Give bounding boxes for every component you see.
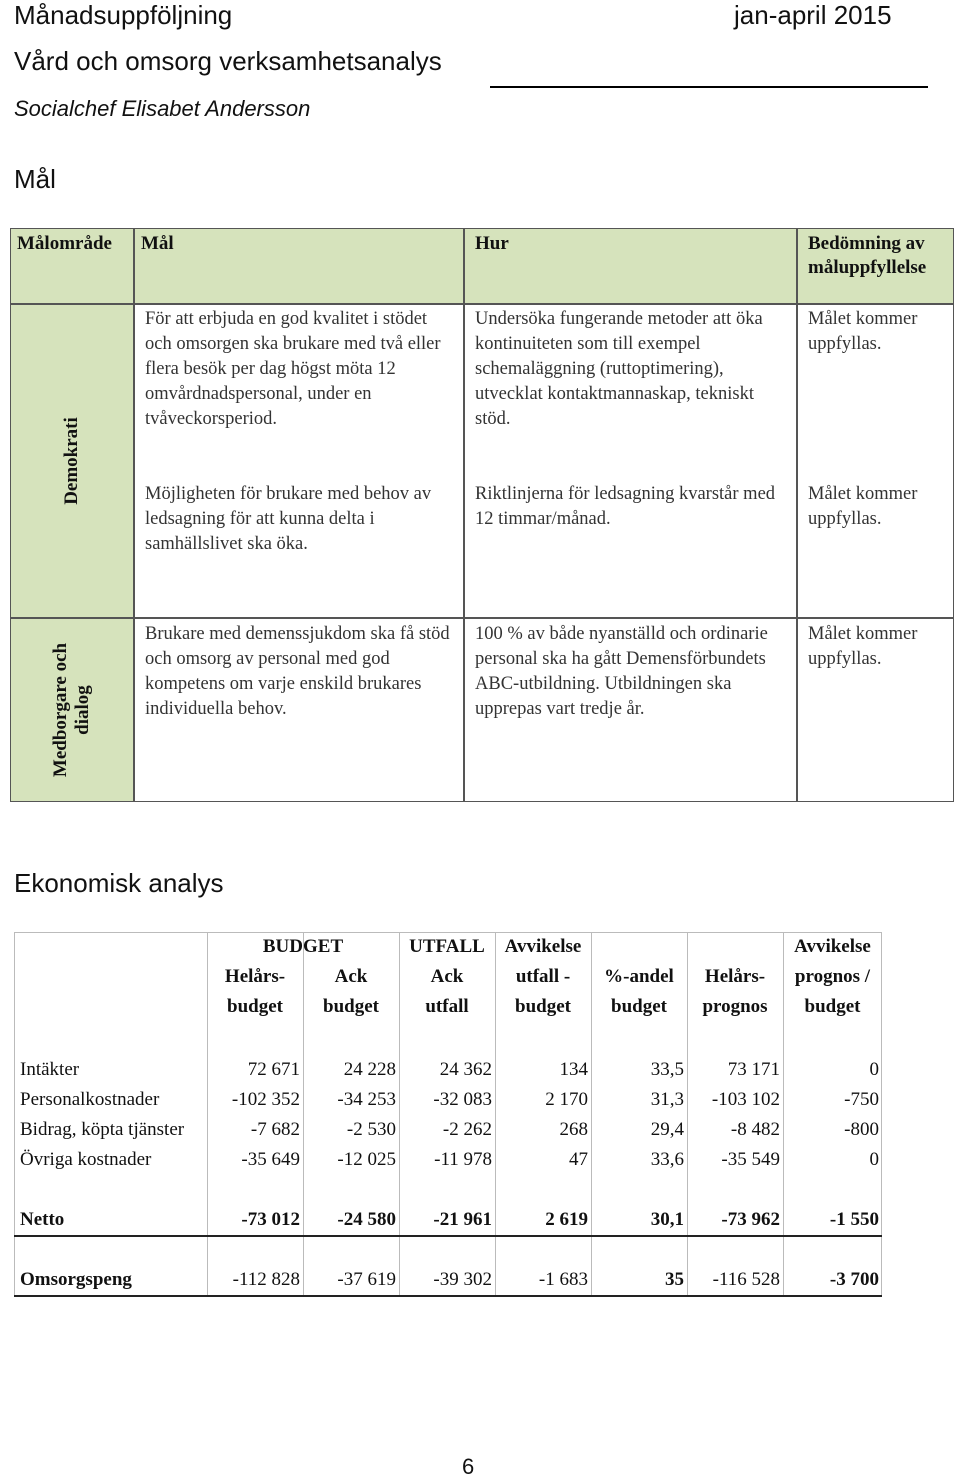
goals-table	[10, 228, 954, 802]
header-area: Målområde	[10, 228, 134, 304]
assessment-cell-group2	[797, 618, 954, 802]
how-text: Riktlinjerna för ledsagning kvarstår med 12 timmar/månad.	[475, 484, 776, 529]
assessment-text: Målet kommer uppfyllas.	[808, 484, 918, 529]
value-cell: -116 528	[712, 1269, 780, 1290]
header-rule	[490, 86, 928, 88]
row-label: Netto	[20, 1209, 65, 1230]
assessment-text: Målet kommer uppfyllas.	[808, 309, 918, 354]
column-header-line: Helårs-	[224, 966, 286, 987]
value-cell: -24 580	[337, 1209, 396, 1230]
column-header-line: Ack	[430, 966, 464, 987]
section-heading-goals: Mål	[14, 164, 56, 194]
goal-text: Brukare med demenssjukdom ska få stöd och omsorg av personal med god kompetens om varje enskild brukares individuella behov.	[145, 624, 450, 719]
header-goal: Mål	[134, 228, 464, 304]
value-cell: 24 362	[439, 1059, 492, 1080]
column-header-line: %-andel	[604, 966, 674, 987]
value-cell: -73 012	[241, 1209, 300, 1230]
value-cell: 134	[559, 1059, 588, 1080]
value-cell: 30,1	[650, 1209, 684, 1230]
value-cell: -35 549	[721, 1149, 780, 1170]
report-author: Socialchef Elisabet Andersson	[14, 96, 311, 121]
value-cell: 73 171	[727, 1059, 780, 1080]
value-cell: -32 083	[433, 1089, 492, 1110]
column-header-line: utfall -	[515, 966, 571, 987]
value-cell: -1 550	[829, 1209, 879, 1230]
area-cell-citizens-dialogue	[10, 618, 134, 802]
value-cell: -800	[844, 1119, 879, 1140]
value-cell: -103 102	[711, 1089, 780, 1110]
column-header-line: budget	[804, 996, 861, 1017]
assessment-cell-group1	[797, 304, 954, 618]
report-period: jan-april 2015	[734, 0, 892, 30]
column-header-line: budget	[515, 996, 571, 1017]
value-cell: -34 253	[337, 1089, 396, 1110]
row-underline	[14, 1235, 882, 1237]
page-number: 6	[462, 1454, 475, 1479]
row-label: Intäkter	[20, 1059, 80, 1080]
column-header-line: prognos /	[794, 966, 871, 987]
row-underline	[14, 1295, 882, 1297]
value-cell: 47	[569, 1149, 588, 1170]
value-cell: 72 671	[247, 1059, 300, 1080]
goal-text: För att erbjuda en god kvalitet i stödet och omsorgen ska brukare med två eller flera besök per dag högst möta 12 omvårdnadspersonal, under en tvåveckorsperiod.	[145, 309, 441, 429]
value-cell: 29,4	[650, 1119, 684, 1140]
value-cell: -1 683	[538, 1269, 588, 1290]
column-header-line: budget	[323, 996, 379, 1017]
area-cell-democracy	[10, 304, 134, 618]
economic-table	[14, 932, 882, 1297]
column-header-line: Avvikelse	[504, 936, 582, 957]
area-label-line: Medborgare och	[50, 642, 71, 778]
value-cell: -8 482	[730, 1119, 780, 1140]
column-header-line: utfall	[425, 996, 469, 1017]
column-header-line: budget	[227, 996, 283, 1017]
how-cell-group1	[464, 304, 797, 618]
value-cell: 0	[869, 1149, 879, 1170]
value-cell: -102 352	[231, 1089, 300, 1110]
goal-cell-group1	[134, 304, 464, 618]
report-title: Månadsuppföljning	[14, 0, 233, 30]
value-cell: -11 978	[434, 1149, 492, 1170]
value-cell: 35	[665, 1269, 684, 1290]
column-header-line: Avvikelse	[794, 936, 871, 957]
value-cell: -39 302	[433, 1269, 492, 1290]
value-cell: -35 649	[241, 1149, 300, 1170]
assessment-text: Målet kommer uppfyllas.	[808, 624, 918, 669]
column-header-line: Helårs-	[704, 966, 766, 987]
group-header-budget: BUDGET	[262, 936, 344, 957]
value-cell: 24 228	[343, 1059, 396, 1080]
value-cell: 31,3	[650, 1089, 684, 1110]
value-cell: 33,6	[650, 1149, 684, 1170]
area-label-democracy: Demokrati	[61, 417, 82, 505]
value-cell: 2 170	[545, 1089, 588, 1110]
value-cell: 268	[559, 1119, 588, 1140]
section-heading-economy: Ekonomisk analys	[14, 868, 224, 898]
how-cell-group2	[464, 618, 797, 802]
value-cell: -21 961	[433, 1209, 492, 1230]
header-assessment: Bedömning av måluppfyllelse	[797, 228, 954, 304]
value-cell: -2 262	[442, 1119, 492, 1140]
goal-text: Möjligheten för brukare med behov av ledsagning för att kunna delta i samhällslivet ska öka.	[145, 484, 432, 554]
value-cell: 2 619	[545, 1209, 588, 1230]
value-cell: -750	[844, 1089, 879, 1110]
row-label: Omsorgspeng	[20, 1269, 132, 1290]
header-how: Hur	[464, 228, 797, 304]
value-cell: -112 828	[232, 1269, 300, 1290]
group-header-utfall: UTFALL	[409, 936, 485, 957]
column-header-line: budget	[611, 996, 667, 1017]
how-text: 100 % av både nyanställd och ordinarie personal ska ha gått Demensförbundets ABC-utbildning. Utbildningen ska upprepas vart tredje år.	[475, 624, 768, 719]
goal-cell-group2	[134, 618, 464, 802]
column-header-line: Ack	[334, 966, 368, 987]
area-label-citizens-dialogue	[50, 643, 94, 777]
area-label-line: dialog	[72, 685, 93, 735]
value-cell: -2 530	[346, 1119, 396, 1140]
value-cell: 0	[869, 1059, 879, 1080]
value-cell: -73 962	[721, 1209, 780, 1230]
row-label: Bidrag, köpta tjänster	[20, 1119, 185, 1140]
value-cell: 33,5	[650, 1059, 684, 1080]
row-label: Övriga kostnader	[20, 1149, 152, 1170]
how-text: Undersöka fungerande metoder att öka kontinuiteten som till exempel schemaläggning (ruttoptimering), utvecklat kontaktmannaskap, tekniskt stöd.	[475, 309, 763, 429]
report-subtitle: Vård och omsorg verksamhetsanalys	[14, 46, 442, 76]
value-cell: -37 619	[337, 1269, 396, 1290]
value-cell: -12 025	[337, 1149, 396, 1170]
value-cell: -3 700	[829, 1269, 879, 1290]
column-header-line: prognos	[702, 996, 768, 1017]
row-label: Personalkostnader	[20, 1089, 160, 1110]
value-cell: -7 682	[250, 1119, 300, 1140]
